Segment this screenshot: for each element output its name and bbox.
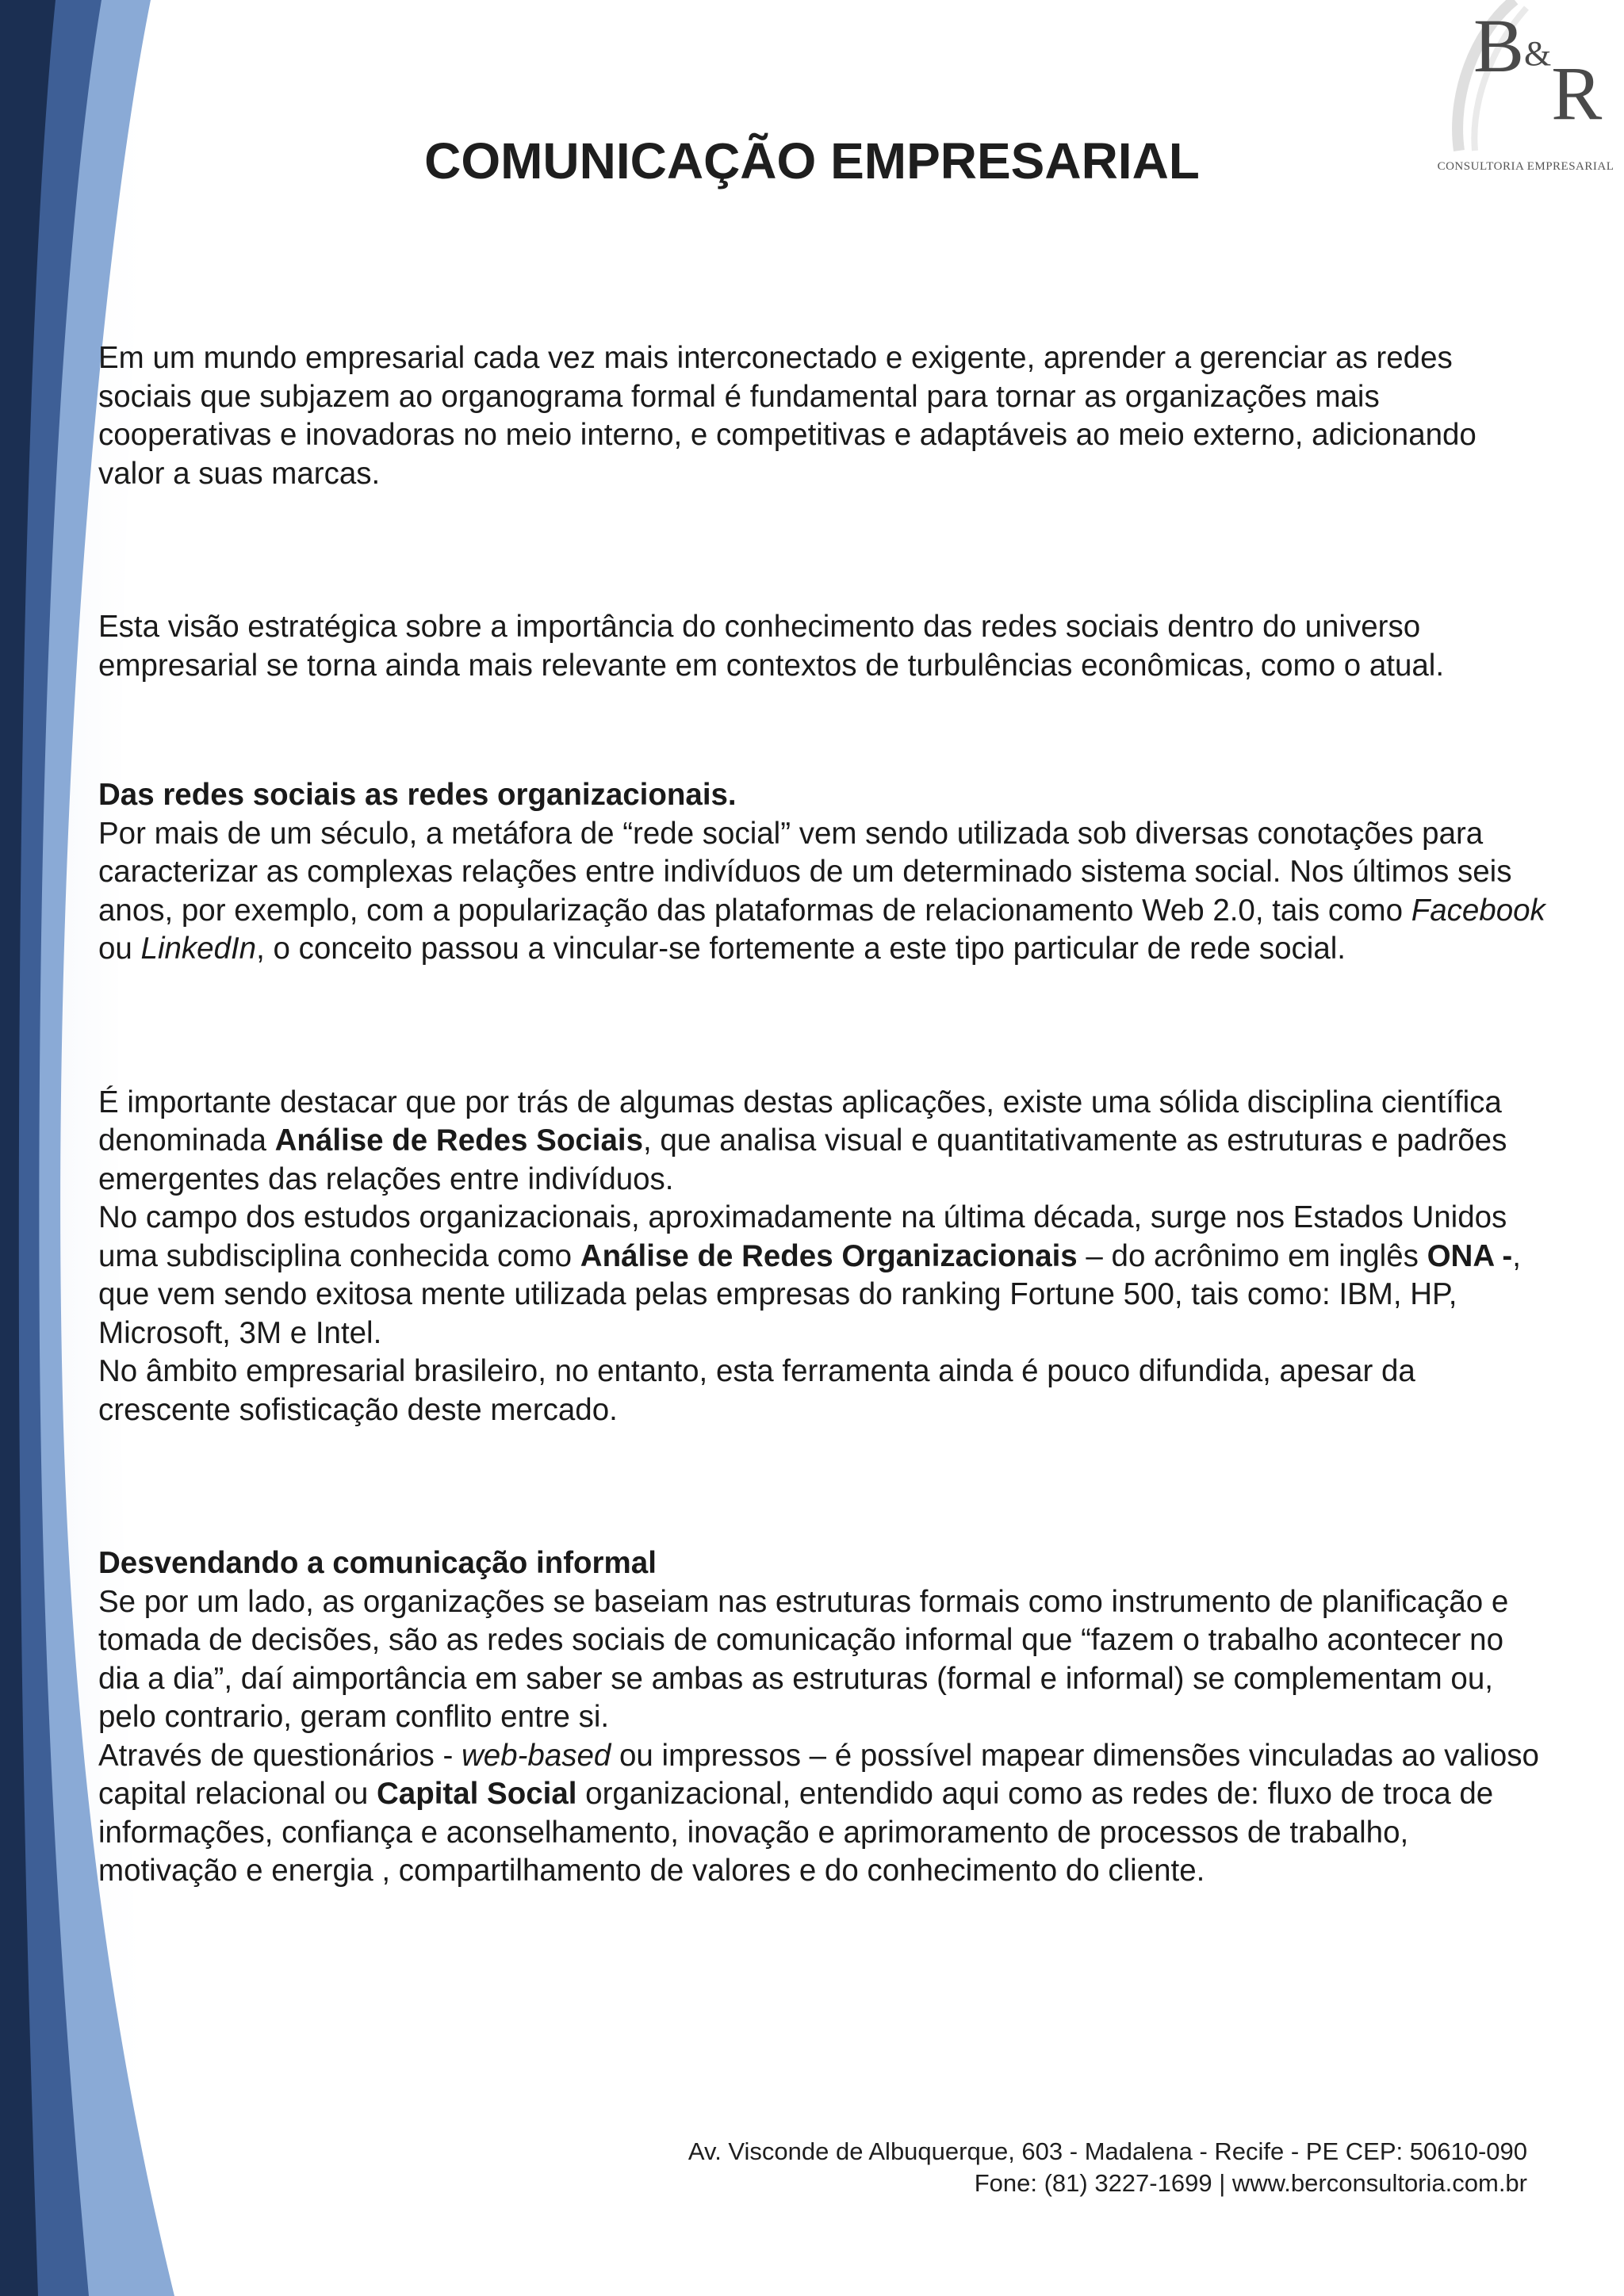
linkedin-term: LinkedIn bbox=[140, 932, 257, 966]
informal-paragraph: Se por um lado, as organizações se baseiam nas estruturas formais como instrumento de planificação e tomada de decisões, são as redes sociais de comunicação informal que “fazem o trabalho acontecer no dia a dia”, daí aimportância em saber se ambas as estruturas (formal e informal) se complementam ou, pelo contrario, geram conflito entre si. bbox=[98, 1584, 1509, 1734]
aro-term: Análise de Redes Organizacionais bbox=[580, 1238, 1078, 1273]
footer-contact: Fone: (81) 3227-1699 | www.berconsultoria.com.br bbox=[974, 2169, 1527, 2197]
logo-subtitle: CONSULTORIA EMPRESARIAL bbox=[1437, 160, 1614, 173]
section-heading-redes: Das redes sociais as redes organizacionais. bbox=[98, 778, 737, 812]
intro-paragraph: Em um mundo empresarial cada vez mais interconectado e exigente, aprender a gerenciar as redes sociais que subjazem ao organograma formal é fundamental para tornar as organizações mais cooperativas e inovadoras no meio interno, e competitivas e adaptáveis ao meio externo, adicionando valor a suas marcas. bbox=[98, 341, 1477, 491]
capital-social-term: Capital Social bbox=[377, 1777, 577, 1811]
footer-address: Av. Visconde de Albuquerque, 603 - Madalena - Recife - PE CEP: 50610-090 bbox=[688, 2137, 1527, 2165]
brazil-paragraph: No âmbito empresarial brasileiro, no entanto, esta ferramenta ainda é pouco difundida, apesar da crescente sofisticação deste mercado. bbox=[98, 1354, 1415, 1427]
document-body bbox=[98, 339, 1549, 1891]
logo-letter-r: R bbox=[1551, 51, 1603, 136]
ars-paragraph: É importante destacar que por trás de algumas destas aplicações, existe uma sólida disciplina científica denominada Análise de Redes Sociais, que analisa visual e quantitativamente as estruturas e padrões emergentes das relações entre indivíduos. bbox=[98, 1085, 1507, 1196]
page-footer bbox=[688, 2136, 1527, 2199]
ona-term: ONA - bbox=[1427, 1238, 1513, 1273]
strategy-paragraph: Esta visão estratégica sobre a importância do conhecimento das redes sociais dentro do universo empresarial se torna ainda mais relevante em contextos de turbulências econômicas, como o atual. bbox=[98, 610, 1445, 683]
capital-social-paragraph: Através de questionários - web-based ou impressos – é possível mapear dimensões vinculadas ao valioso capital relacional ou Capital Social organizacional, entendido aqui como as redes de: fluxo de troca de informações, confiança e aconselhamento, inovação e aprimoramento de processos de trabalho, motivação e energia , compartilhamento de valores e do conhecimento do cliente. bbox=[98, 1738, 1539, 1888]
ona-paragraph: No campo dos estudos organizacionais, aproximadamente na última década, surge nos Estados Unidos uma subdisciplina conhecida como Análise de Redes Organizacionais – do acrônimo em inglês ONA -, que vem sendo exitosa mente utilizada pelas empresas do ranking Fortune 500, tais como: IBM, HP, Microsoft, 3M e Intel. bbox=[98, 1200, 1521, 1350]
ars-term: Análise de Redes Sociais bbox=[274, 1123, 643, 1158]
logo-letter-b: B bbox=[1473, 3, 1525, 88]
facebook-term: Facebook bbox=[1411, 893, 1545, 928]
section-heading-informal: Desvendando a comunicação informal bbox=[98, 1546, 657, 1580]
document-title: COMUNICAÇÃO EMPRESARIAL bbox=[424, 132, 1200, 189]
section-redes-paragraph: Por mais de um século, a metáfora de “rede social” vem sendo utilizada sob diversas conotações para caracterizar as complexas relações entre indivíduos de um determinado sistema social. Nos últimos seis anos, por exemplo, com a popularização das plataformas de relacionamento Web 2.0, tais como Facebook ou LinkedIn, o conceito passou a vincular-se fortemente a este tipo particular de rede social. bbox=[98, 816, 1545, 966]
logo-ampersand: & bbox=[1524, 33, 1552, 73]
web-based-term: web-based bbox=[461, 1738, 611, 1773]
